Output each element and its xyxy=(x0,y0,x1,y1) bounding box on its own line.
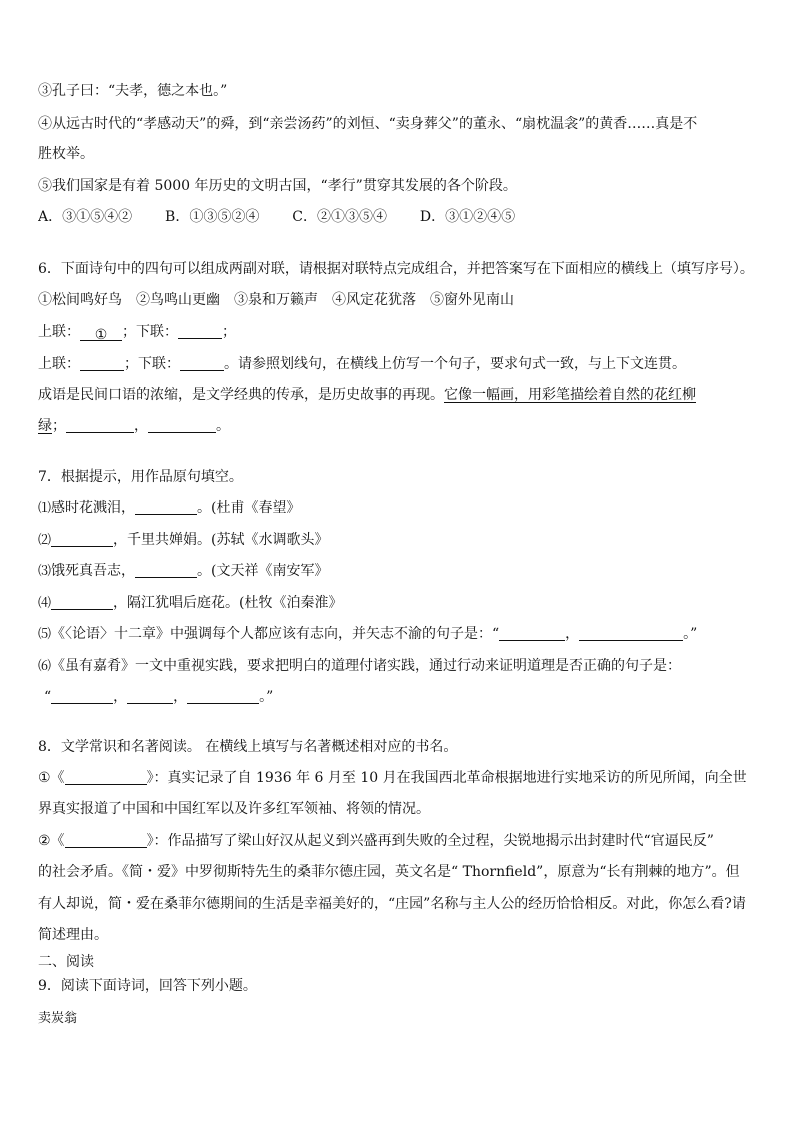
q7-item6-text: 《虽有嘉肴》一文中重视实践，要求把明白的道理付诸实践，通过行动来证明道理是否正确的句子是： xyxy=(51,658,682,674)
q6-row2-xialian-blank[interactable] xyxy=(180,355,224,371)
q7-item6-num: ⑹ xyxy=(38,659,52,674)
q7-item2-text: ，千里共婵娟。(苏轼《水调歌头》 xyxy=(113,532,329,548)
q6-row-1 xyxy=(38,322,758,342)
q7-item6-end: 。” xyxy=(259,689,274,705)
q7-item3-num: ⑶ xyxy=(38,564,52,579)
q7-item-6-answer-line xyxy=(44,687,764,707)
q8-item2-blank[interactable] xyxy=(65,832,147,848)
q6-row1-end: ； xyxy=(222,324,236,340)
q5-item-4-line-1: ④从远古时代的“孝感动天”的舜，到“亲尝汤药”的刘恒、“卖身葬父”的董永、“扇枕温衾”的黄香……真是不 xyxy=(38,116,698,132)
q7-item3-text: 饿死真吾志， xyxy=(51,563,136,579)
q5-option-a: A．③①⑤④② xyxy=(38,209,133,225)
q7-stem: 7．根据提示，用作品原句填空。 xyxy=(38,469,243,485)
q6-stem: 6．下面诗句中的四句可以组成两副对联，请根据对联特点完成组合，并把答案写在下面相应的横线上（填写序号）。 xyxy=(38,261,754,277)
q6-sep-2: ， xyxy=(134,418,148,434)
q6-chengyu-line-2 xyxy=(38,416,758,436)
q7-item1-num: ⑴ xyxy=(38,501,52,516)
q6-row2-xialian-label: ；下联： xyxy=(124,356,180,372)
q7-item4-text: ，隔江犹唱后庭花。(杜牧《泊秦淮》 xyxy=(113,595,343,611)
q6-row2-shanglian-label: 上联： xyxy=(38,356,80,372)
q8-item-2 xyxy=(38,831,758,851)
q8-item1-open: ①《 xyxy=(38,770,65,786)
q6-imitate-blank-2[interactable] xyxy=(148,417,216,433)
q8-stem: 8．文学常识和名著阅读。 在横线上填写与名著概述相对应的书名。 xyxy=(38,739,458,755)
q7-item6-blank-1[interactable] xyxy=(51,688,113,704)
q6-row1-shanglian-answer: ① xyxy=(94,327,108,342)
q7-item6-blank-3[interactable] xyxy=(187,688,259,704)
q8-item1-blank[interactable] xyxy=(65,769,147,785)
q6-row1-shanglian-blank[interactable] xyxy=(80,325,122,341)
q7-item1-blank[interactable] xyxy=(135,499,197,515)
q7-item5-num: ⑸ xyxy=(38,627,52,642)
q7-item3-source: 。(文天祥《南安军》 xyxy=(197,563,329,579)
section-2-title: 二、阅读 xyxy=(38,954,94,970)
q7-item2-num: ⑵ xyxy=(38,533,52,548)
q7-item4-blank[interactable] xyxy=(51,594,113,610)
q6-chengyu-cont: 绿 xyxy=(38,418,52,434)
q7-item6-sep-1: ， xyxy=(113,689,128,705)
poem-title: 卖炭翁 xyxy=(38,1011,78,1026)
q6-row2-tail: 。请参照划线句，在横线上仿写一个句子，要求句式一致，与上下文连贯。 xyxy=(224,356,686,372)
q7-item5-blank-2[interactable] xyxy=(579,625,683,641)
q7-item5-end: 。” xyxy=(683,626,698,642)
q7-item-6 xyxy=(38,656,758,677)
q6-sep-1: ； xyxy=(52,418,66,434)
q7-item-5 xyxy=(38,624,758,645)
q8-item-2-line-3: 有人却说，简・爱在桑菲尔德期间的生活是幸福美好的，“庄园”名称与主人公的经历恰恰相反。对此，你怎么看?请 xyxy=(38,896,746,912)
q8-item-1-line-2: 界真实报道了中国和中国红军以及许多红军领袖、将领的情况。 xyxy=(38,801,430,817)
q5-option-b: B．①③⑤②④ xyxy=(165,209,260,225)
q7-item4-num: ⑷ xyxy=(38,596,52,611)
q7-item-1 xyxy=(38,498,758,519)
q5-option-d: D．③①②④⑤ xyxy=(419,209,516,225)
q8-item-1 xyxy=(38,768,758,788)
q6-items: ①松间鸣好鸟 ②鸟鸣山更幽 ③泉和万籁声 ④风定花犹落 ⑤窗外见南山 xyxy=(38,292,514,308)
q5-item-4-line-2: 胜枚举。 xyxy=(38,146,94,162)
q5-item-3: ③孔子曰：“夫孝，德之本也。” xyxy=(38,83,228,99)
q8-item2-text: 》：作品描写了梁山好汉从起义到兴盛再到失败的全过程，尖锐地揭示出封建时代“官逼民反” xyxy=(146,833,714,849)
q7-item5-blank-1[interactable] xyxy=(499,625,565,641)
q6-chengyu-underlined: 它像一幅画，用彩笔描绘着自然的花红柳 xyxy=(444,387,696,403)
q8-item-2-line-2: 的社会矛盾。《简・爱》中罗彻斯特先生的桑菲尔德庄园，英文名是“ Thornfield”，原意为“长有荆棘的地方”。但 xyxy=(38,864,740,880)
q7-item5-text: 《〈论语〉十二章》中强调每个人都应该有志向，并矢志不渝的句子是：“ xyxy=(51,626,500,642)
q7-item1-source: 。(杜甫《春望》 xyxy=(197,500,301,516)
q7-item3-blank[interactable] xyxy=(135,562,197,578)
q7-item1-text: 感时花溅泪， xyxy=(51,500,136,516)
q8-item1-text: 》：真实记录了自 1936 年 6 月至 10 月在我国西北革命根据地进行实地采访的所见所闻，向全世 xyxy=(146,770,747,786)
q7-item2-blank[interactable] xyxy=(51,531,113,547)
q6-chengyu-line-1 xyxy=(38,385,758,405)
q8-item-2-line-4: 简述理由。 xyxy=(38,927,108,943)
q6-row2-shanglian-blank[interactable] xyxy=(80,355,124,371)
q6-chengyu-lead: 成语是民间口语的浓缩，是文学经典的传承，是历史故事的再现。 xyxy=(38,387,444,403)
q7-item6-open: “ xyxy=(44,689,52,705)
q6-row-2 xyxy=(38,354,758,374)
q7-item6-sep-2: ， xyxy=(173,689,188,705)
q7-item-4 xyxy=(38,593,758,614)
q6-row1-xialian-blank[interactable] xyxy=(178,323,222,339)
q6-imitate-blank-1[interactable] xyxy=(66,417,134,433)
q6-row1-xialian-label: ；下联： xyxy=(122,324,178,340)
q8-item2-open: ②《 xyxy=(38,833,65,849)
q6-row1-shanglian-label: 上联： xyxy=(38,324,80,340)
q7-item5-sep: ， xyxy=(565,626,580,642)
q7-item6-blank-2[interactable] xyxy=(127,688,173,704)
q6-end: 。 xyxy=(216,418,230,434)
q7-item-3 xyxy=(38,561,758,582)
q5-item-5: ⑤我们国家是有着 5000 年历史的文明古国，“孝行”贯穿其发展的各个阶段。 xyxy=(38,178,517,194)
q5-options xyxy=(38,207,758,227)
q5-option-c: C．②①③⑤④ xyxy=(292,209,387,225)
q9-stem: 9．阅读下面诗词，回答下列小题。 xyxy=(38,978,257,994)
q7-item-2 xyxy=(38,530,758,551)
